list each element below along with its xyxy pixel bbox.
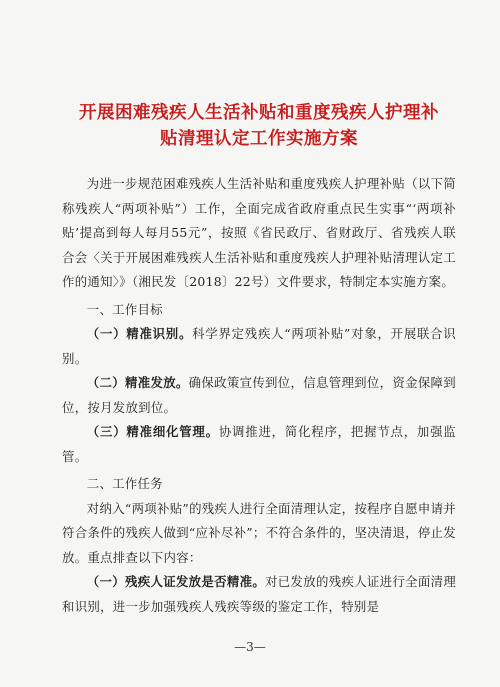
item-label: （二）精准发放。: [86, 375, 189, 390]
item-text: 协调推进，简化程序，把握节点，加强监管。: [62, 424, 457, 464]
item-text: 对已发放的残疾人证进行全面清理和识别，进一步加强残疾人残疾等级的鉴定工作，特别是: [62, 574, 457, 614]
section-1-item-3: [62, 420, 456, 469]
section-1-heading: 一、工作目标: [86, 301, 163, 317]
section-1-item-2: [62, 371, 456, 420]
item-label: （一）残疾人证发放是否精准。: [86, 574, 266, 589]
item-text: 科学界定残疾人“两项补贴”对象，开展联合识别。: [62, 326, 457, 366]
item-label: （一）精准识别。: [86, 326, 193, 341]
page-title: [62, 100, 456, 152]
item-text: 确保政策宣传到位，信息管理到位，资金保障到位，按月发放到位。: [62, 375, 456, 415]
page-number: —3—: [234, 640, 266, 654]
section-2-intro: 对纳入“两项补贴”的残疾人进行全面清理认定，按程序自愿申请并符合条件的残疾人做到“应补尽补”；不符合条件的，坚决清退，停止发放。重点排查以下内容：: [62, 500, 456, 565]
intro-paragraph: 为进一步规范困难残疾人生活补贴和重度残疾人护理补贴（以下简称残疾人“两项补贴”）工作，全面完成省政府重点民生实事“‘两项补贴’提高到每人每月55元”，按照《省民政厅、省财政厅、省残疾人联合会〈关于开展困难残疾人生活补贴和重度残疾人护理补贴清理认定工作的通知〉》（湘民发〔2018〕22号）文件要求，特制定本实施方案。: [62, 176, 456, 289]
title-line-1: 开展困难残疾人生活补贴和重度残疾人护理补: [79, 103, 439, 123]
item-label: （三）精准细化管理。: [86, 424, 219, 439]
section-2-heading: 二、工作任务: [86, 476, 163, 491]
section-1-item-1: [62, 322, 456, 371]
title-line-2: 贴清理认定工作实施方案: [160, 129, 358, 149]
section-2-item-1: [62, 570, 456, 619]
